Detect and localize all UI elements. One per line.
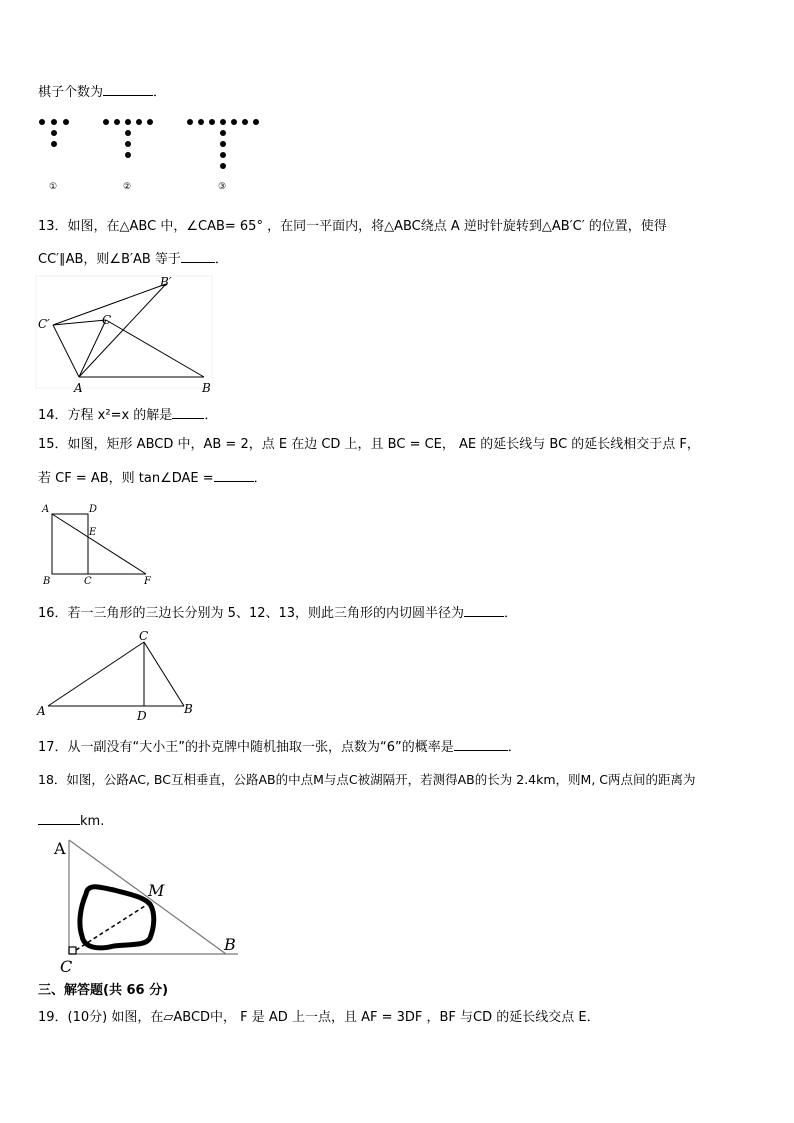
answer-blank[interactable] [214, 468, 254, 482]
q14-text: 14．方程 x²=x 的解是 ． [38, 405, 217, 425]
q13-line2: CC′∥AB，则∠B′AB 等于 ． [38, 249, 228, 269]
answer-blank[interactable] [464, 603, 504, 617]
lake-road-figure [50, 834, 260, 974]
label-E: E [89, 527, 97, 538]
label-A: A [37, 704, 46, 718]
answer-blank[interactable] [38, 811, 80, 825]
section-title: 三、解答题(共 66 分) [38, 983, 169, 998]
q18-line2: km. [38, 811, 104, 831]
figure-label-3: ③ [218, 182, 227, 192]
label-A: A [42, 504, 50, 515]
label-B: B [224, 935, 236, 954]
label-A: A [54, 839, 66, 858]
label-C: C [139, 629, 149, 643]
answer-blank[interactable] [103, 82, 153, 96]
dot-pattern-figure [30, 112, 290, 192]
rectangle-figure [38, 500, 168, 590]
label-A: A [74, 381, 83, 395]
label-F: F [144, 576, 151, 587]
right-triangle-figure [34, 628, 204, 723]
figure-label-2: ② [123, 182, 132, 192]
label-D: D [137, 709, 147, 723]
rotation-triangle-figure [36, 276, 226, 396]
label-M: M [148, 881, 165, 900]
label-B-prime: B′ [160, 275, 172, 289]
answer-blank[interactable] [454, 737, 508, 751]
q12-text: 棋子个数为 ． [38, 82, 166, 102]
figure-label-1: ① [49, 182, 58, 192]
q13-line1: 13．如图，在△ABC 中，∠CAB= 65° ，在同一平面内，将△ABC绕点 A 逆时针旋转到△AB′C′ 的位置，使得 [38, 219, 667, 234]
label-D: D [89, 504, 98, 515]
label-C-prime: C′ [38, 317, 50, 331]
q18-line1: 18．如图，公路AC, BC互相垂直，公路AB的中点M与点C被湖隔开，若测得AB的长为 2.4km，则M, C两点间的距离为 [38, 772, 696, 787]
label-C: C [84, 576, 92, 587]
q15-line2: 若 CF = AB，则 tan∠DAE = ． [38, 468, 267, 488]
answer-blank[interactable] [181, 249, 215, 263]
q16-text: 16．若一三角形的三边长分别为 5、12、13，则此三角形的内切圆半径为 ． [38, 603, 517, 623]
label-B: B [43, 576, 51, 587]
answer-blank[interactable] [172, 405, 204, 419]
q17-text: 17．从一副没有“大小王”的扑克牌中随机抽取一张，点数为“6”的概率是 ． [38, 737, 521, 757]
q15-line1: 15．如图，矩形 ABCD 中，AB = 2，点 E 在边 CD 上，且 BC = CE， AE 的延长线与 BC 的延长线相交于点 F， [38, 437, 700, 452]
label-B: B [184, 702, 193, 716]
q19-text: 19．(10分) 如图，在▱ABCD中， F 是 AD 上一点，且 AF = 3DF ，BF 与CD 的延长线交点 E． [38, 1010, 600, 1025]
label-C: C [102, 313, 112, 327]
label-B: B [202, 381, 211, 395]
label-C: C [60, 957, 73, 976]
